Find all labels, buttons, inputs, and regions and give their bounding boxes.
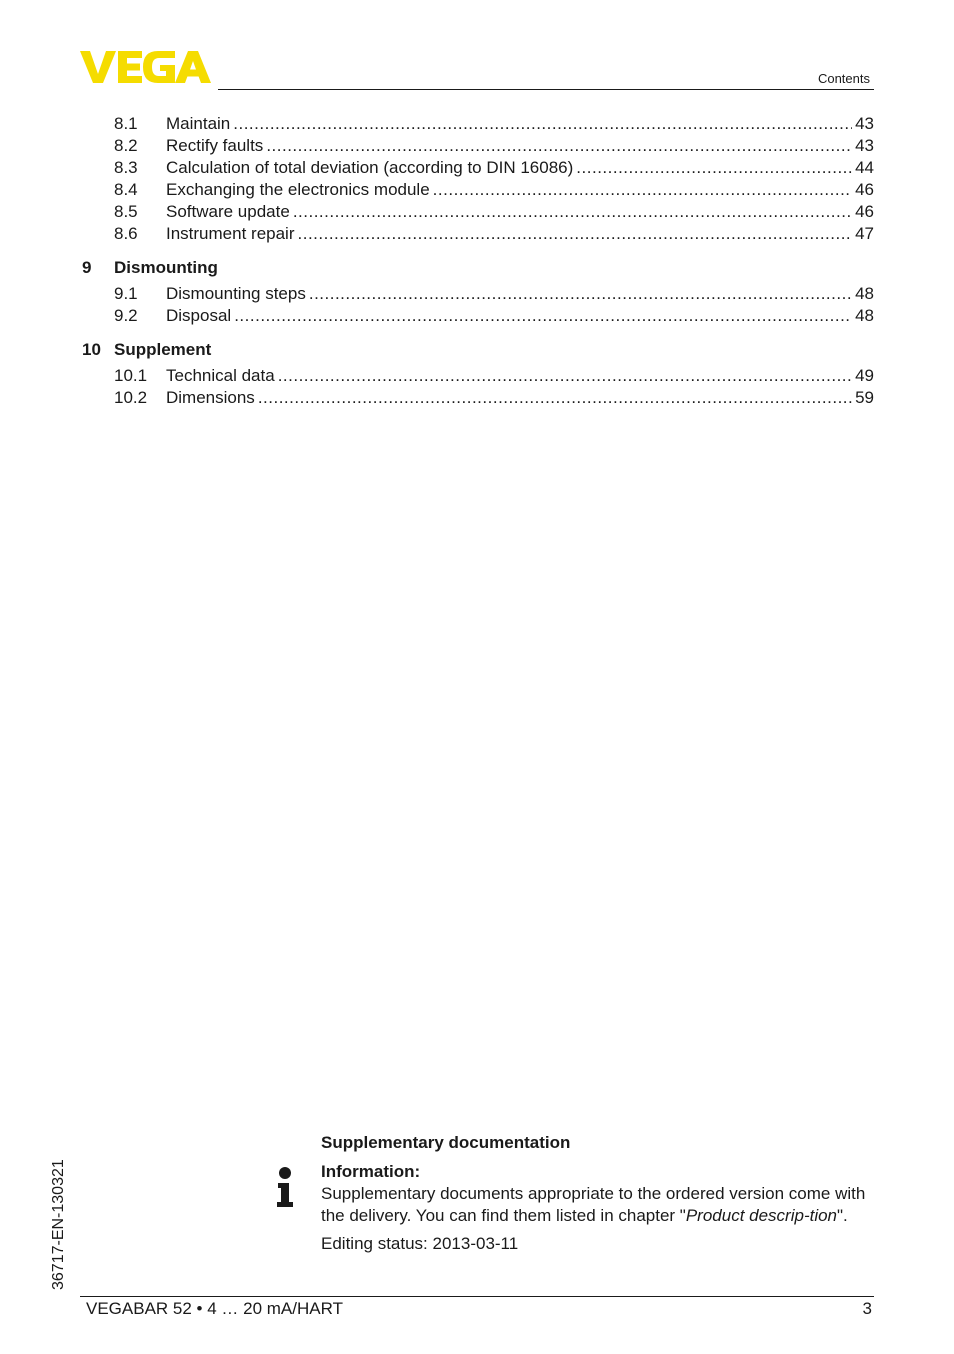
toc-leader-dots xyxy=(258,388,852,408)
toc-leader-dots xyxy=(293,202,852,222)
footer-product: VEGABAR 52 • 4 … 20 mA/HART xyxy=(86,1299,343,1318)
toc-entry[interactable] xyxy=(82,366,874,388)
toc-leader-dots xyxy=(433,180,852,200)
toc-entry-line xyxy=(166,136,874,156)
toc-entry[interactable] xyxy=(82,284,874,306)
toc-entry-page: 48 xyxy=(855,306,874,325)
toc-entry-line xyxy=(166,366,874,386)
toc-entry-line xyxy=(166,306,874,326)
toc-leader-dots xyxy=(576,158,852,178)
toc-group-chapter-8 xyxy=(82,114,874,246)
footer-rule xyxy=(80,1296,874,1297)
toc-entry-number: 8.6 xyxy=(114,224,138,243)
toc-leader-dots xyxy=(234,306,852,326)
info-icon xyxy=(274,1166,296,1208)
toc-entry-page: 46 xyxy=(855,202,874,221)
toc-entry-title: Maintain xyxy=(166,114,231,133)
toc-entry-title: Rectify faults xyxy=(166,136,264,155)
toc-leader-dots xyxy=(233,114,852,134)
toc-group-chapter-10 xyxy=(82,366,874,410)
document-code: 36717-EN-130321 xyxy=(50,1159,67,1290)
toc-entry-page: 43 xyxy=(855,136,874,155)
toc-entry[interactable] xyxy=(82,202,874,224)
toc-leader-dots xyxy=(309,284,852,304)
toc-entry-title: Dimensions xyxy=(166,388,255,407)
toc-entry-title: Software update xyxy=(166,202,290,221)
info-text-part1: Supplementary documents appropriate to the ordered version come with the delivery. You can find them listed in chapter " xyxy=(321,1184,866,1225)
editing-status: Editing status: 2013-03-11 xyxy=(321,1234,519,1253)
toc-entry-number: 8.2 xyxy=(114,136,138,155)
toc-entry-line xyxy=(166,114,874,134)
toc-entry-number: 9.1 xyxy=(114,284,138,303)
toc-entry-page: 43 xyxy=(855,114,874,133)
toc-entry[interactable] xyxy=(82,224,874,246)
chapter-number: 9 xyxy=(82,258,92,277)
toc-entry-line xyxy=(166,158,874,178)
toc-entry-line xyxy=(166,180,874,200)
toc-entry-line xyxy=(166,224,874,244)
toc-leader-dots xyxy=(278,366,852,386)
toc-entry-page: 44 xyxy=(855,158,874,177)
chapter-number: 10 xyxy=(82,340,101,359)
footer-page-number: 3 xyxy=(862,1299,872,1318)
supplementary-documentation xyxy=(321,1132,877,1255)
toc-entry-number: 9.2 xyxy=(114,306,138,325)
table-of-contents xyxy=(82,114,874,410)
toc-entry-title: Calculation of total deviation (according to DIN 16086) xyxy=(166,158,574,177)
toc-entry-page: 49 xyxy=(855,366,874,385)
toc-entry-page: 48 xyxy=(855,284,874,303)
info-text-part2: ". xyxy=(837,1206,848,1225)
toc-entry-page: 47 xyxy=(855,224,874,243)
toc-entry-page: 59 xyxy=(855,388,874,407)
supplementary-heading: Supplementary documentation xyxy=(321,1133,571,1152)
toc-entry[interactable] xyxy=(82,136,874,158)
toc-entry-number: 8.4 xyxy=(114,180,138,199)
toc-entry-line xyxy=(166,202,874,222)
toc-entry[interactable] xyxy=(82,180,874,202)
toc-group-chapter-9 xyxy=(82,284,874,328)
toc-entry-number: 8.5 xyxy=(114,202,138,221)
header-rule xyxy=(218,89,874,90)
info-text-chapter-ref: Product descrip-tion xyxy=(685,1206,838,1225)
toc-entry-number: 8.3 xyxy=(114,158,138,177)
toc-entry-page: 46 xyxy=(855,180,874,199)
toc-entry-title: Instrument repair xyxy=(166,224,295,243)
toc-entry-title: Technical data xyxy=(166,366,275,385)
chapter-title: Dismounting xyxy=(114,258,218,277)
toc-entry-number: 10.2 xyxy=(114,388,148,407)
toc-entry-title: Dismounting steps xyxy=(166,284,306,303)
toc-leader-dots xyxy=(266,136,852,156)
toc-chapter-9[interactable] xyxy=(82,258,874,284)
toc-entry-line xyxy=(166,388,874,408)
toc-entry-line xyxy=(166,284,874,304)
chapter-title: Supplement xyxy=(114,340,212,359)
information-text xyxy=(321,1183,877,1227)
toc-entry-title: Exchanging the electronics module xyxy=(166,180,430,199)
toc-entry-number: 8.1 xyxy=(114,114,138,133)
toc-entry[interactable] xyxy=(82,158,874,180)
toc-chapter-10[interactable] xyxy=(82,340,874,366)
toc-entry-number: 10.1 xyxy=(114,366,148,385)
header-section-label: Contents xyxy=(817,71,870,86)
toc-leader-dots xyxy=(298,224,853,244)
vega-logo xyxy=(80,50,212,84)
toc-entry[interactable] xyxy=(82,388,874,410)
toc-entry[interactable] xyxy=(82,306,874,328)
toc-entry-title: Disposal xyxy=(166,306,232,325)
information-label: Information: xyxy=(321,1162,421,1181)
toc-entry[interactable] xyxy=(82,114,874,136)
